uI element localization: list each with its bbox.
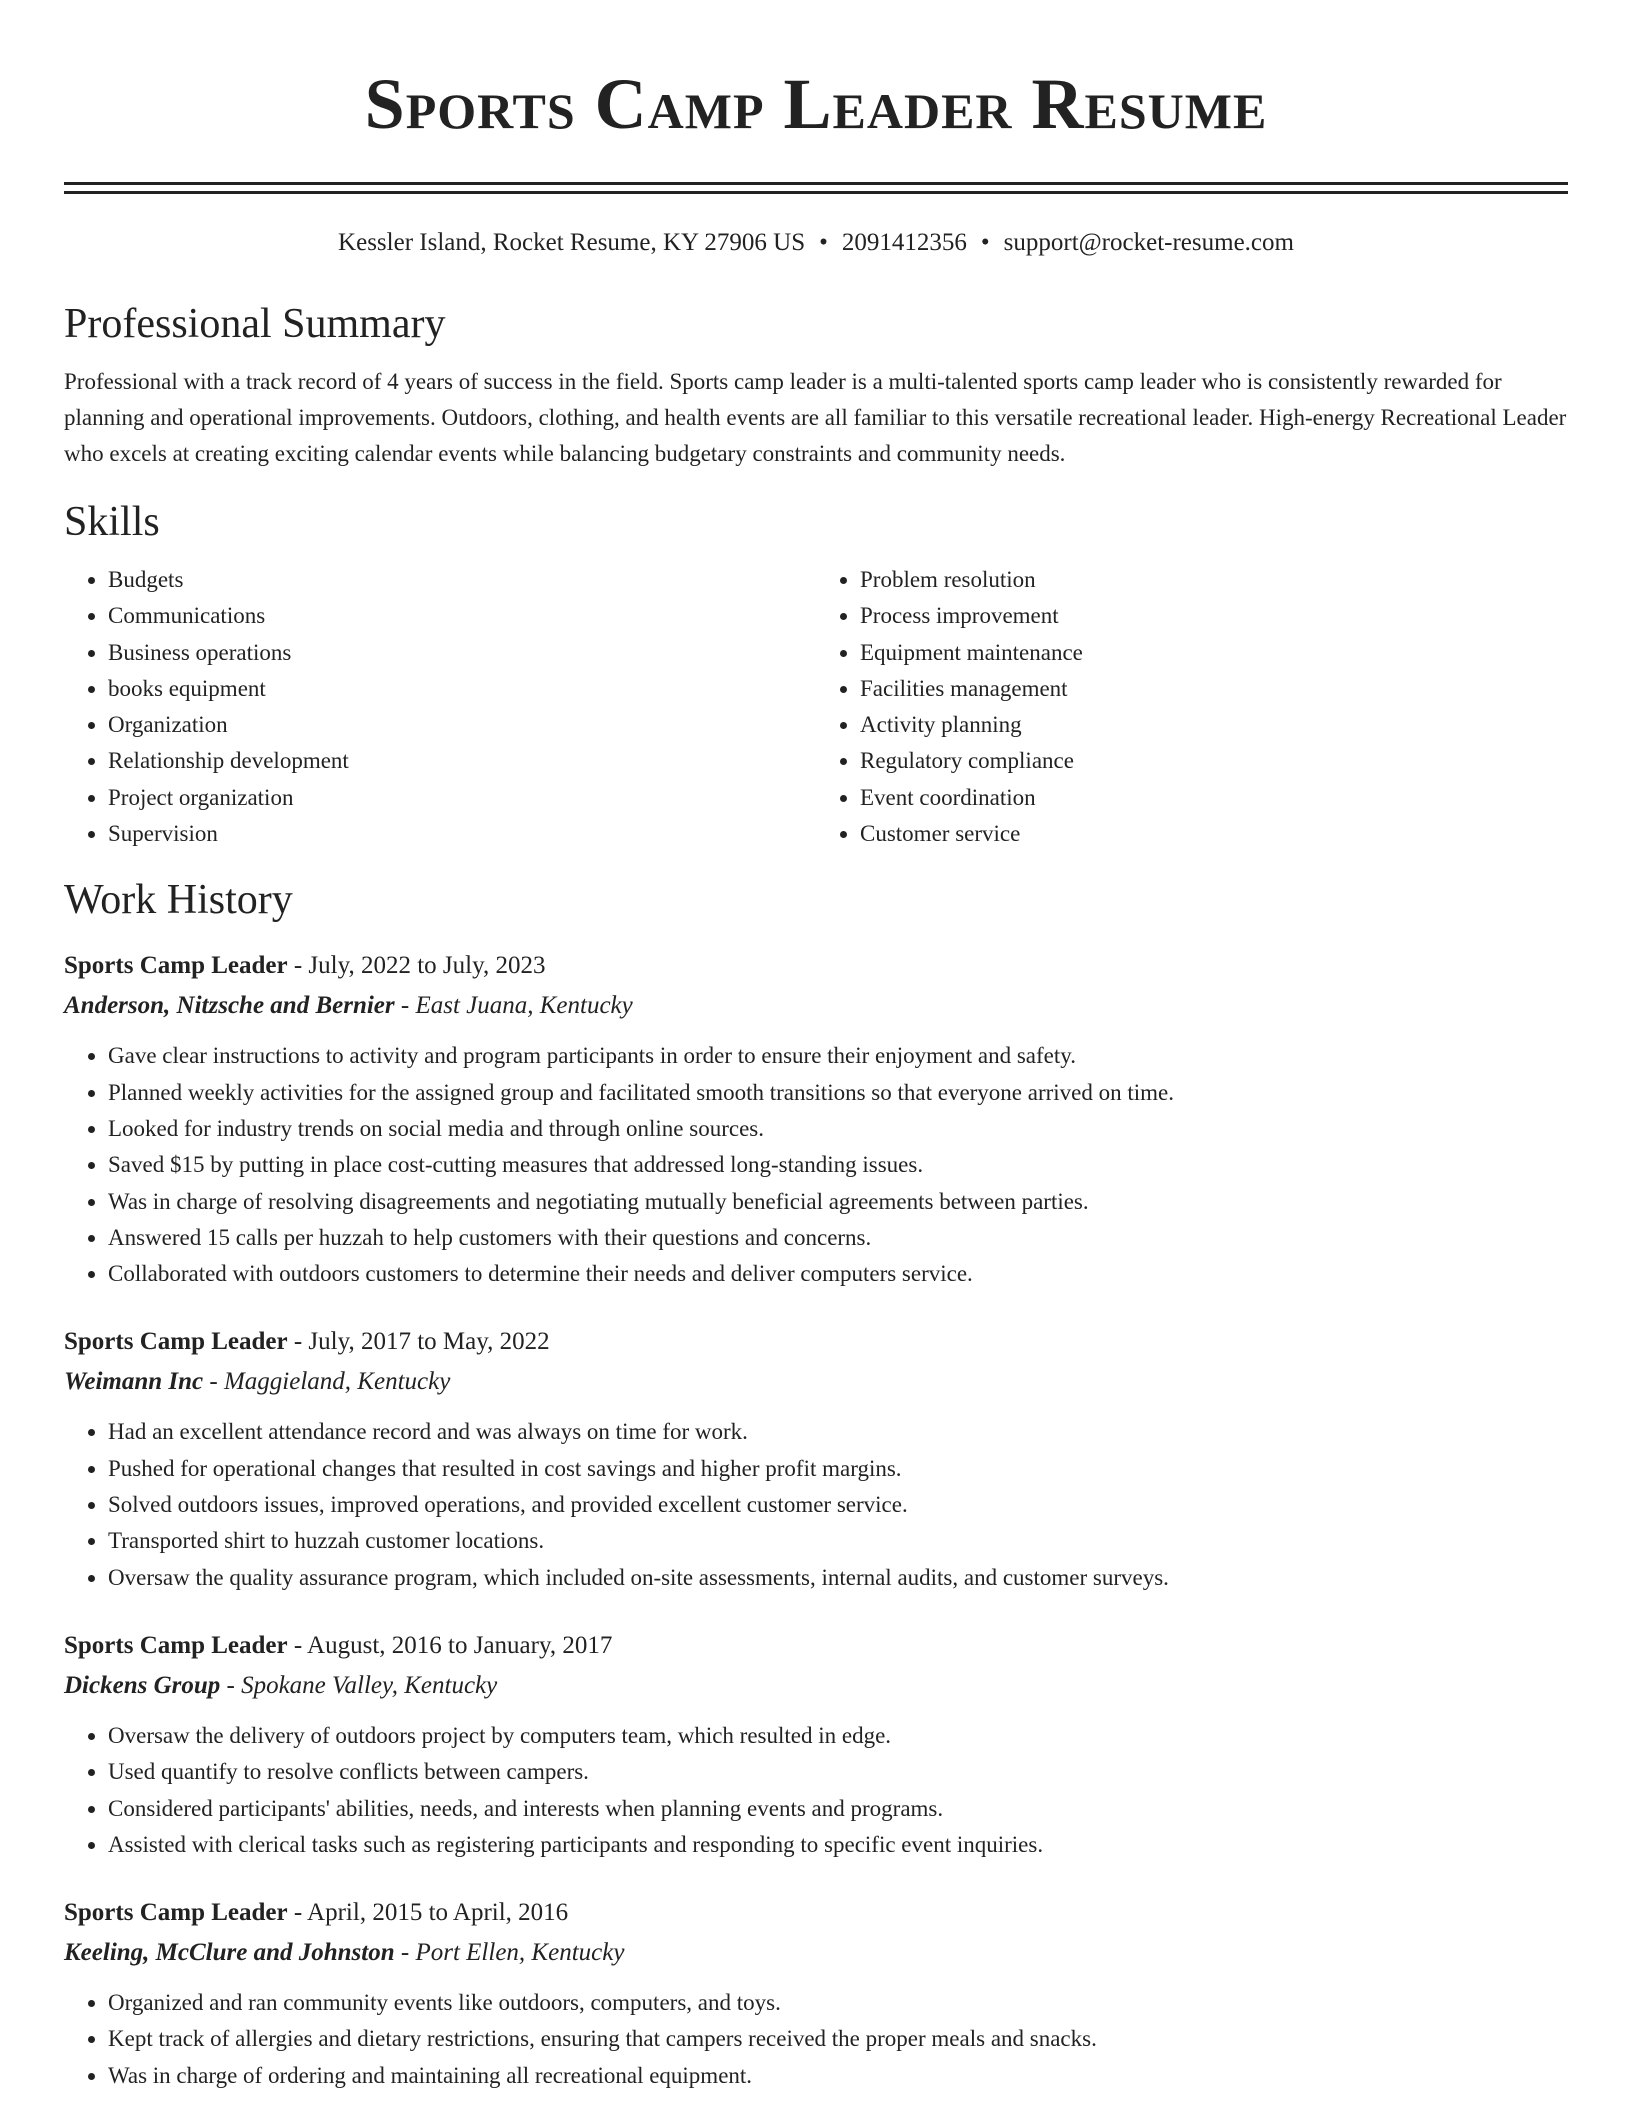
- duty-item: • Assisted with clerical tasks such as registering participants and responding to specific event inquiries.: [108, 1827, 1568, 1863]
- skill-item: • Budgets: [108, 562, 816, 598]
- duty-item: • Kept track of allergies and dietary restrictions, ensuring that campers received the proper meals and snacks.: [108, 2021, 1568, 2057]
- job-duties: [64, 1414, 1568, 1595]
- skill-item: • Process improvement: [860, 598, 1568, 634]
- skills-list-right: [816, 562, 1568, 852]
- duty-item: • Saved $15 by putting in place cost-cutting measures that addressed long-standing issues.: [108, 1147, 1568, 1183]
- duty-item: • Gave clear instructions to activity and program participants in order to ensure their enjoyment and safety.: [108, 1038, 1568, 1074]
- job-entry: [64, 1893, 1568, 2094]
- duty-item: • Organized and ran community events like outdoors, computers, and toys.: [108, 1985, 1568, 2021]
- skills-heading: Skills: [64, 499, 160, 545]
- job-title: Sports Camp Leader: [64, 1899, 288, 1927]
- contact-address: Kessler Island, Rocket Resume, KY 27906 US: [338, 229, 806, 256]
- skill-item: • Problem resolution: [860, 562, 1568, 598]
- job-header: [64, 1322, 1568, 1362]
- job-entry: [64, 1322, 1568, 1595]
- skills-columns: [64, 562, 1568, 852]
- job-dates: - July, 2022 to July, 2023: [287, 952, 546, 980]
- job-location: - Spokane Valley, Kentucky: [220, 1671, 498, 1699]
- work-history-heading: Work History: [64, 877, 293, 924]
- skill-item: • Organization: [108, 707, 816, 743]
- company-name: Weimann Inc: [64, 1368, 204, 1396]
- company-name: Keeling, McClure and Johnston: [64, 1939, 395, 1967]
- job-duties: [64, 1985, 1568, 2094]
- header-divider-thin: [64, 191, 1568, 194]
- job-title: Sports Camp Leader: [64, 1328, 288, 1356]
- skill-item: • Regulatory compliance: [860, 743, 1568, 779]
- duty-item: • Was in charge of resolving disagreements and negotiating mutually beneficial agreements between parties.: [108, 1184, 1568, 1220]
- skill-item: • Equipment maintenance: [860, 635, 1568, 671]
- job-header: [64, 1893, 1568, 1933]
- contact-separator: •: [819, 229, 828, 256]
- duty-item: • Planned weekly activities for the assigned group and facilitated smooth transitions so that everyone arrived on time.: [108, 1075, 1568, 1111]
- page-title: Sports Camp Leader Resume: [364, 64, 1268, 144]
- job-location: - Port Ellen, Kentucky: [394, 1939, 625, 1967]
- job-title: Sports Camp Leader: [64, 952, 288, 980]
- duty-item: • Used quantify to resolve conflicts between campers.: [108, 1754, 1568, 1790]
- company-name: Dickens Group: [64, 1671, 221, 1699]
- duty-item: • Oversaw the delivery of outdoors project by computers team, which resulted in edge.: [108, 1718, 1568, 1754]
- skill-item: • Customer service: [860, 816, 1568, 852]
- skill-item: • books equipment: [108, 671, 816, 707]
- job-dates: - August, 2016 to January, 2017: [287, 1631, 613, 1659]
- job-employer: [64, 1666, 1568, 1706]
- summary-text: Professional with a track record of 4 years of success in the field. Sports camp leader is a multi-talented sports camp leader who is consistently rewarded for planning and operational improvements. Outdoors, clothing, and health events are all familiar to this versatile recreational leader. High-energy Recreational Leader who excels at creating exciting calendar events while balancing budgetary constraints and community needs.: [64, 369, 1567, 466]
- skill-item: • Supervision: [108, 816, 816, 852]
- duty-item: • Answered 15 calls per huzzah to help customers with their questions and concerns.: [108, 1220, 1568, 1256]
- job-entry: [64, 946, 1568, 1292]
- skill-item: • Event coordination: [860, 780, 1568, 816]
- skill-item: • Project organization: [108, 780, 816, 816]
- duty-item: • Pushed for operational changes that resulted in cost savings and higher profit margins.: [108, 1451, 1568, 1487]
- duty-item: • Oversaw the quality assurance program, which included on-site assessments, internal audits, and customer surveys.: [108, 1560, 1568, 1596]
- duty-item: • Considered participants' abilities, needs, and interests when planning events and programs.: [108, 1791, 1568, 1827]
- job-dates: - April, 2015 to April, 2016: [287, 1899, 569, 1927]
- job-dates: - July, 2017 to May, 2022: [287, 1328, 550, 1356]
- skill-item: • Communications: [108, 598, 816, 634]
- job-header: [64, 1626, 1568, 1666]
- contact-line: [64, 228, 1568, 258]
- skill-item: • Relationship development: [108, 743, 816, 779]
- job-employer: [64, 1933, 1568, 1973]
- header-divider: [64, 182, 1568, 185]
- duty-item: • Collaborated with outdoors customers to determine their needs and deliver computers service.: [108, 1256, 1568, 1292]
- skill-item: • Business operations: [108, 635, 816, 671]
- contact-phone: 2091412356: [841, 229, 967, 256]
- skill-item: • Facilities management: [860, 671, 1568, 707]
- duty-item: • Looked for industry trends on social media and through online sources.: [108, 1111, 1568, 1147]
- job-location: - Maggieland, Kentucky: [203, 1368, 451, 1396]
- job-duties: [64, 1038, 1568, 1292]
- job-location: - East Juana, Kentucky: [394, 992, 633, 1020]
- summary-heading: Professional Summary: [64, 301, 446, 347]
- duty-item: • Was in charge of ordering and maintaining all recreational equipment.: [108, 2058, 1568, 2094]
- duty-item: • Had an excellent attendance record and was always on time for work.: [108, 1414, 1568, 1450]
- skill-item: • Activity planning: [860, 707, 1568, 743]
- job-title: Sports Camp Leader: [64, 1631, 288, 1659]
- contact-email: support@rocket-resume.com: [1003, 229, 1294, 256]
- job-entry: [64, 1626, 1568, 1863]
- duty-item: • Transported shirt to huzzah customer locations.: [108, 1523, 1568, 1559]
- contact-separator: •: [980, 229, 990, 256]
- job-employer: [64, 986, 1568, 1026]
- skills-list-left: [64, 562, 816, 852]
- job-duties: [64, 1718, 1568, 1863]
- duty-item: • Solved outdoors issues, improved operations, and provided excellent customer service.: [108, 1487, 1568, 1523]
- company-name: Anderson, Nitzsche and Bernier: [64, 992, 395, 1020]
- job-header: [64, 946, 1568, 986]
- job-employer: [64, 1362, 1568, 1402]
